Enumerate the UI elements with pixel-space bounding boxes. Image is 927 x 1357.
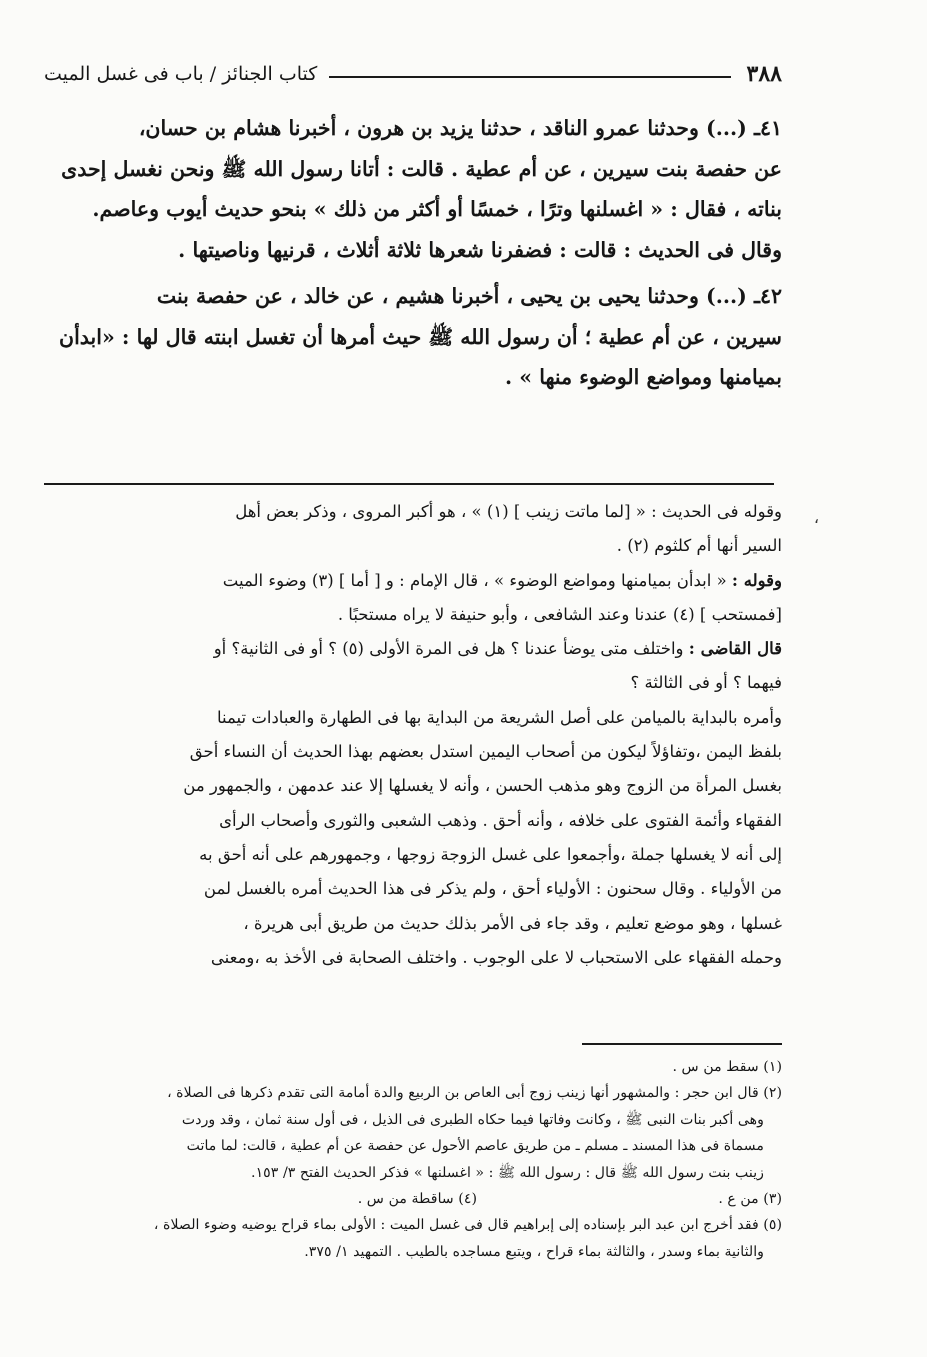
hadith-41 bbox=[44, 108, 782, 270]
margin-mark: ، bbox=[813, 508, 819, 527]
hadith-line: سيرين ، عن أم عطية ؛ أن رسول الله ﷺ حيث أمرها أن تغسل ابنته قال لها : «ابدأن bbox=[59, 324, 782, 349]
page-header bbox=[44, 56, 782, 92]
running-title: كتاب الجنائز / باب فى غسل الميت bbox=[44, 63, 318, 85]
commentary-text bbox=[44, 495, 782, 975]
footnote-rule-line bbox=[582, 1043, 782, 1045]
hadith-line: عن حفصة بنت سيرين ، عن أم عطية . قالت : أتانا رسول الله ﷺ ونحن نغسل إحدى bbox=[61, 156, 782, 181]
commentary-lead-phrase: وقوله : bbox=[731, 570, 782, 590]
commentary-line: غسلها ، وهو موضع تعليم ، وقد جاء فى الأمر بذلك حديث من طريق أبى هريرة ، bbox=[243, 913, 782, 933]
footnote-2-line: وهى أكبر بنات النبى ﷺ ، وكانت وفاتها فيما حكاه الطبرى فى الذيل ، فى أول سنة ثمان ، وقد وردت bbox=[181, 1111, 764, 1128]
footnote-2-line: (٢) قال ابن حجر : والمشهور أنها زينب زوج أبى العاص بن الربيع والدة أمامة التى تقدم ذكرها فى الصلاة ، bbox=[167, 1085, 782, 1102]
hadith-line: وقال فى الحديث : قالت : فضفرنا شعرها ثلاثة أثلاث ، قرنيها وناصيتها . bbox=[178, 237, 782, 262]
hadith-line: ٤١ـ (...) وحدثنا عمرو الناقد ، حدثنا يزيد بن هرون ، أخبرنا هشام بن حسان، bbox=[138, 116, 782, 140]
hadith-line: بناته ، فقال : « اغسلنها وترًا ، خمسًا أو أكثر من ذلك » بنحو حديث أيوب وعاصم. bbox=[92, 197, 782, 221]
commentary-line: إلى أنه لا يغسلها جملة ،وأجمعوا على غسل الزوجة زوجها ، وجمهورهم على أنه أحق به bbox=[199, 844, 782, 864]
commentary-line: بغسل المرأة من الزوج وهو مذهب الحسن ، وأنه لا يغسلها إلا عند عدمهن ، والجمهور من bbox=[183, 776, 782, 796]
footnote-2-line: مسماة فى هذا المسند ـ مسلم ـ من طريق عاصم الأحول عن حفصة عن أم عطية ، قالت: لما ماتت bbox=[186, 1138, 764, 1155]
hadith-text-block bbox=[44, 108, 782, 404]
commentary-line: وقوله فى الحديث : « [لما ماتت زينب ] (١) » ، هو أكبر المروى ، وذكر بعض أهل bbox=[235, 502, 782, 521]
commentary-line: فيهما ؟ أو فى الثالثة ؟ bbox=[630, 673, 782, 693]
commentary-line: السير أنها أم كلثوم (٢) . bbox=[616, 536, 782, 556]
commentary-line: الفقهاء وأئمة الفتوى على خلافه ، وأنه أحق . وذهب الشعبى والثورى وأصحاب الرأى bbox=[219, 810, 782, 830]
footnote-3: (٣) من ع . bbox=[718, 1191, 782, 1208]
commentary-line: وقوله : « ابدأن بميامنها ومواضع الوضوء » ، قال الإمام : و [ أما ] (٣) وضوء الميت bbox=[222, 570, 782, 590]
commentary-line: وحمله الفقهاء على الاستحباب لا على الوجوب . واختلف الصحابة فى الأخذ به ،ومعنى bbox=[210, 947, 782, 967]
commentary-line: قال القاضى : واختلف متى يوضأ عندنا ؟ هل فى المرة الأولى (٥) ؟ أو فى الثانية؟ أو bbox=[213, 639, 782, 659]
footnote-3-4-row bbox=[44, 1186, 782, 1212]
header-rule bbox=[329, 76, 730, 78]
section-divider bbox=[44, 483, 774, 485]
footnote-5-line: والثانية بماء وسدر ، والثالثة بماء قراح ، ويتبع مساجده بالطيب . التمهيد ١/ ٣٧٥. bbox=[304, 1243, 764, 1260]
footnote-5-line: (٥) فقد أخرج ابن عبد البر بإسناده إلى إبراهيم قال فى غسل الميت : الأولى بماء قراح يوضيه وضوء الصلاة ، bbox=[153, 1217, 782, 1234]
hadith-42 bbox=[44, 276, 782, 398]
commentary-line: [فمستحب ] (٤) عندنا وعند الشافعى ، وأبو حنيفة لا يراه مستحبًا . bbox=[337, 604, 782, 624]
footnote-2-line: زينب بنت رسول الله ﷺ قال : رسول الله ﷺ : « اغسلنها » فذكر الحديث الفتح ٣/ ١٥٣. bbox=[251, 1164, 764, 1181]
hadith-line: ٤٢ـ (...) وحدثنا يحيى بن يحيى ، أخبرنا هشيم ، عن خالد ، عن حفصة بنت bbox=[156, 284, 782, 308]
hadith-line: بميامنها ومواضع الوضوء منها » . bbox=[504, 365, 782, 389]
footnotes bbox=[44, 1054, 782, 1265]
footnote-rule bbox=[44, 1043, 782, 1045]
commentary-line: وأمره بالبداية بالميامن على أصل الشريعة من البداية بها فى الطهارة والعبادات تيمنا bbox=[216, 707, 782, 727]
commentary-line: بلفظ اليمن ،وتفاؤلاً ليكون من أصحاب اليمين استدل بعضهم بهذا الحديث أن النساء أحق bbox=[189, 742, 782, 762]
page-number: ٣٨٨ bbox=[746, 61, 782, 87]
footnote-4: (٤) ساقطة من س . bbox=[357, 1191, 477, 1208]
commentary-line: من الأولياء . وقال سحنون : الأولياء أحق ، ولم يذكر فى هذا الحديث أمره بالغسل لمن bbox=[203, 879, 782, 899]
footnote-1: (١) سقط من س . bbox=[672, 1059, 782, 1075]
commentary-lead-phrase: قال القاضى : bbox=[688, 639, 782, 659]
